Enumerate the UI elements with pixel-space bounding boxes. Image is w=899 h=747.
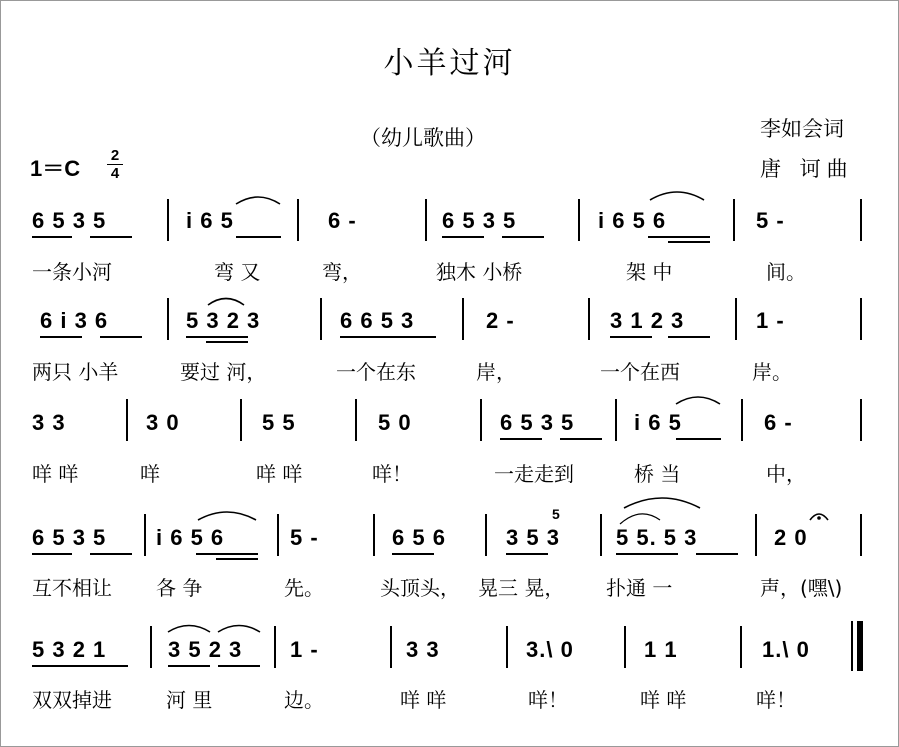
lyrics-2-4: 岸，: [476, 360, 516, 384]
lyrics-3-6: 桥 当: [634, 462, 681, 486]
notes-3-3: 5 5: [262, 410, 296, 435]
notes-1-4: 6 5 3 5: [442, 208, 517, 233]
lyrics-3-7: 中，: [766, 462, 806, 486]
fermata-dot: [817, 516, 821, 520]
key-signature: 1＝C: [30, 156, 81, 181]
ornament: [620, 514, 660, 524]
notes-2-6: 1 -: [756, 308, 785, 333]
slur: [676, 397, 720, 404]
lyrics-1-5: 架 中: [626, 260, 673, 284]
lyrics-2-6: 岸。: [752, 360, 792, 384]
notes-4-4: 6 5 6: [392, 525, 446, 550]
notes-2-4: 2 -: [486, 308, 515, 333]
lyricist-credit: 李如会词: [760, 117, 844, 141]
time-signature-top: 2: [110, 147, 120, 164]
grace-note: 5: [552, 506, 560, 522]
slur: [236, 197, 280, 204]
song-subtitle: （幼儿歌曲）: [360, 126, 486, 150]
notes-5-1: 5 3 2 1: [32, 637, 107, 662]
song-title: 小羊过河: [383, 46, 516, 81]
notes-3-4: 5 0: [378, 410, 412, 435]
notes-5-6: 1 1: [644, 637, 678, 662]
notes-3-7: 6 -: [764, 410, 793, 435]
lyrics-4-5: 晃三 晃，: [478, 576, 565, 600]
slur: [208, 299, 244, 306]
notes-1-1: 6 5 3 5: [32, 208, 107, 233]
lyrics-2-2: 要过 河，: [180, 360, 267, 384]
lyrics-2-5: 一个在西: [600, 360, 680, 384]
lyrics-4-2: 各 争: [156, 576, 203, 600]
lyrics-3-2: 咩: [140, 462, 160, 486]
lyrics-1-1: 一条小河: [32, 260, 112, 284]
lyrics-5-6: 咩 咩: [640, 688, 687, 712]
lyrics-5-7: 咩！: [756, 688, 796, 712]
notes-4-6: 5 5. 5 3: [616, 525, 698, 550]
lyrics-3-5: 一走走到: [494, 462, 574, 486]
lyrics-1-6: 间。: [766, 260, 806, 284]
notes-2-1: 6 i 3 6: [40, 308, 109, 333]
lyrics-3-1: 咩 咩: [32, 462, 79, 486]
lyrics-5-2: 河 里: [166, 688, 213, 712]
notes-5-7: 1.\ 0: [762, 637, 810, 662]
notes-4-7: 2 0: [774, 525, 808, 550]
lyrics-2-3: 一个在东: [336, 360, 416, 384]
lyrics-1-3: 弯，: [322, 260, 362, 284]
slur: [168, 626, 210, 633]
slur: [198, 512, 256, 520]
notes-5-4: 3 3: [406, 637, 440, 662]
notes-5-2: 3 5 2 3: [168, 637, 243, 662]
lyrics-5-3: 边。: [284, 688, 324, 712]
notes-1-5: i 6 5 6: [598, 208, 667, 233]
notes-3-5: 6 5 3 5: [500, 410, 575, 435]
notes-3-1: 3 3: [32, 410, 66, 435]
lyrics-4-1: 互不相让: [32, 576, 112, 600]
lyrics-1-2: 弯 又: [214, 260, 261, 284]
notes-4-3: 5 -: [290, 525, 319, 550]
lyrics-5-5: 咩！: [528, 688, 568, 712]
notes-1-6: 5 -: [756, 208, 785, 233]
lyrics-4-6: 扑通 一: [606, 576, 673, 600]
lyrics-4-3: 先。: [284, 576, 324, 600]
notes-2-2: 5 3 2 3: [186, 308, 261, 333]
lyrics-4-4: 头顶头，: [380, 576, 460, 600]
slur: [650, 192, 704, 200]
notes-5-3: 1 -: [290, 637, 319, 662]
notes-1-2: i 6 5: [186, 208, 234, 233]
notes-4-5: 3 5 3: [506, 525, 560, 550]
lyrics-4-7: 声，(嘿\): [760, 576, 843, 600]
lyrics-3-3: 咩 咩: [256, 462, 303, 486]
lyrics-5-1: 双双掉进: [32, 688, 112, 712]
slur: [218, 626, 260, 633]
time-signature-bottom: 4: [110, 165, 120, 182]
notes-3-6: i 6 5: [634, 410, 682, 435]
notes-1-3: 6 -: [328, 208, 357, 233]
composer-credit: 唐 诃曲: [760, 157, 854, 181]
notes-4-1: 6 5 3 5: [32, 525, 107, 550]
lyrics-5-4: 咩 咩: [400, 688, 447, 712]
notes-4-2: i 6 5 6: [156, 525, 225, 550]
notes-5-5: 3.\ 0: [526, 637, 574, 662]
lyrics-1-4: 独木 小桥: [436, 260, 523, 284]
notes-2-5: 3 1 2 3: [610, 308, 685, 333]
lyrics-2-1: 两只 小羊: [32, 360, 119, 384]
lyrics-3-4: 咩！: [372, 462, 412, 486]
slur: [624, 498, 700, 508]
notes-3-2: 3 0: [146, 410, 180, 435]
notes-2-3: 6 6 5 3: [340, 308, 415, 333]
